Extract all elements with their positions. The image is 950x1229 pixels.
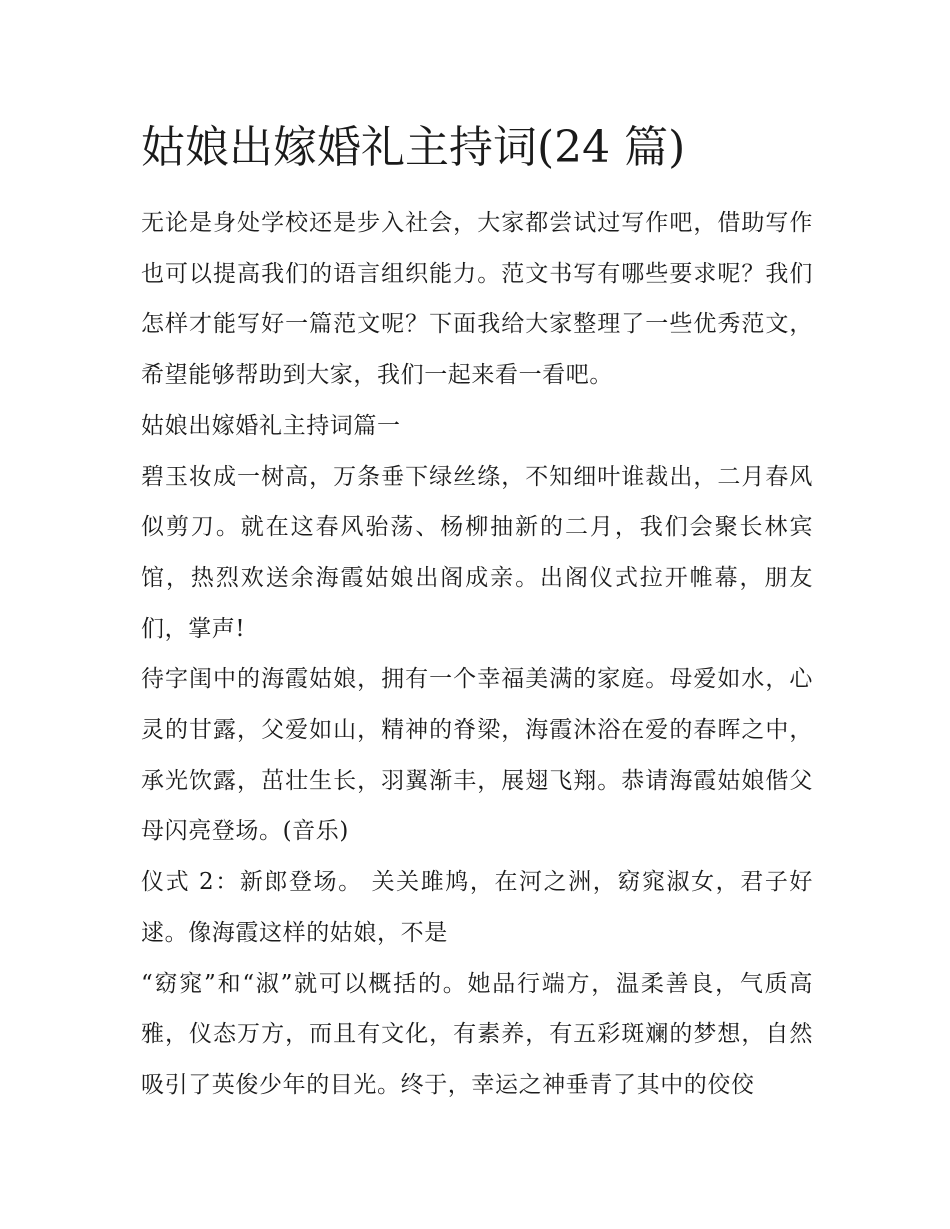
body-paragraph: 仪式 2：新郎登场。 关关雎鸠，在河之洲，窈窕淑女，君子好逑。像海霞这样的姑娘，不是 (141, 869, 813, 946)
section-heading: 姑娘出嫁婚礼主持词篇一 (141, 412, 401, 439)
body-paragraph: 待字闺中的海霞姑娘，拥有一个幸福美满的家庭。母爱如水，心灵的甘露，父爱如山，精神的脊梁，海霞沐浴在爱的春晖之中，承光饮露，茁壮生长，羽翼渐丰，展翅飞翔。恭请海霞姑娘偕父母闪亮登场。(音乐) (141, 666, 813, 845)
body-paragraph: “窈窕”和“淑”就可以概括的。她品行端方，温柔善良，气质高雅，仪态万方，而且有文化，有素养，有五彩斑斓的梦想，自然吸引了英俊少年的目光。终于，幸运之神垂青了其中的佼佼 (141, 970, 813, 1098)
intro-paragraph: 无论是身处学校还是步入社会，大家都尝试过写作吧，借助写作也可以提高我们的语言组织能力。范文书写有哪些要求呢？我们怎样才能写好一篇范文呢？下面我给大家整理了一些优秀范文，希望能够帮助到大家，我们一起来看一看吧。 (141, 210, 813, 389)
document-title: 姑娘出嫁婚礼主持词(24 篇) (141, 122, 686, 173)
body-paragraph: 碧玉妆成一树高，万条垂下绿丝绦，不知细叶谁裁出，二月春风似剪刀。就在这春风骀荡、杨柳抽新的二月，我们会聚长林宾馆，热烈欢送余海霞姑娘出阁成亲。出阁仪式拉开帷幕，朋友们，掌声! (141, 463, 813, 642)
document-page (141, 112, 813, 1111)
